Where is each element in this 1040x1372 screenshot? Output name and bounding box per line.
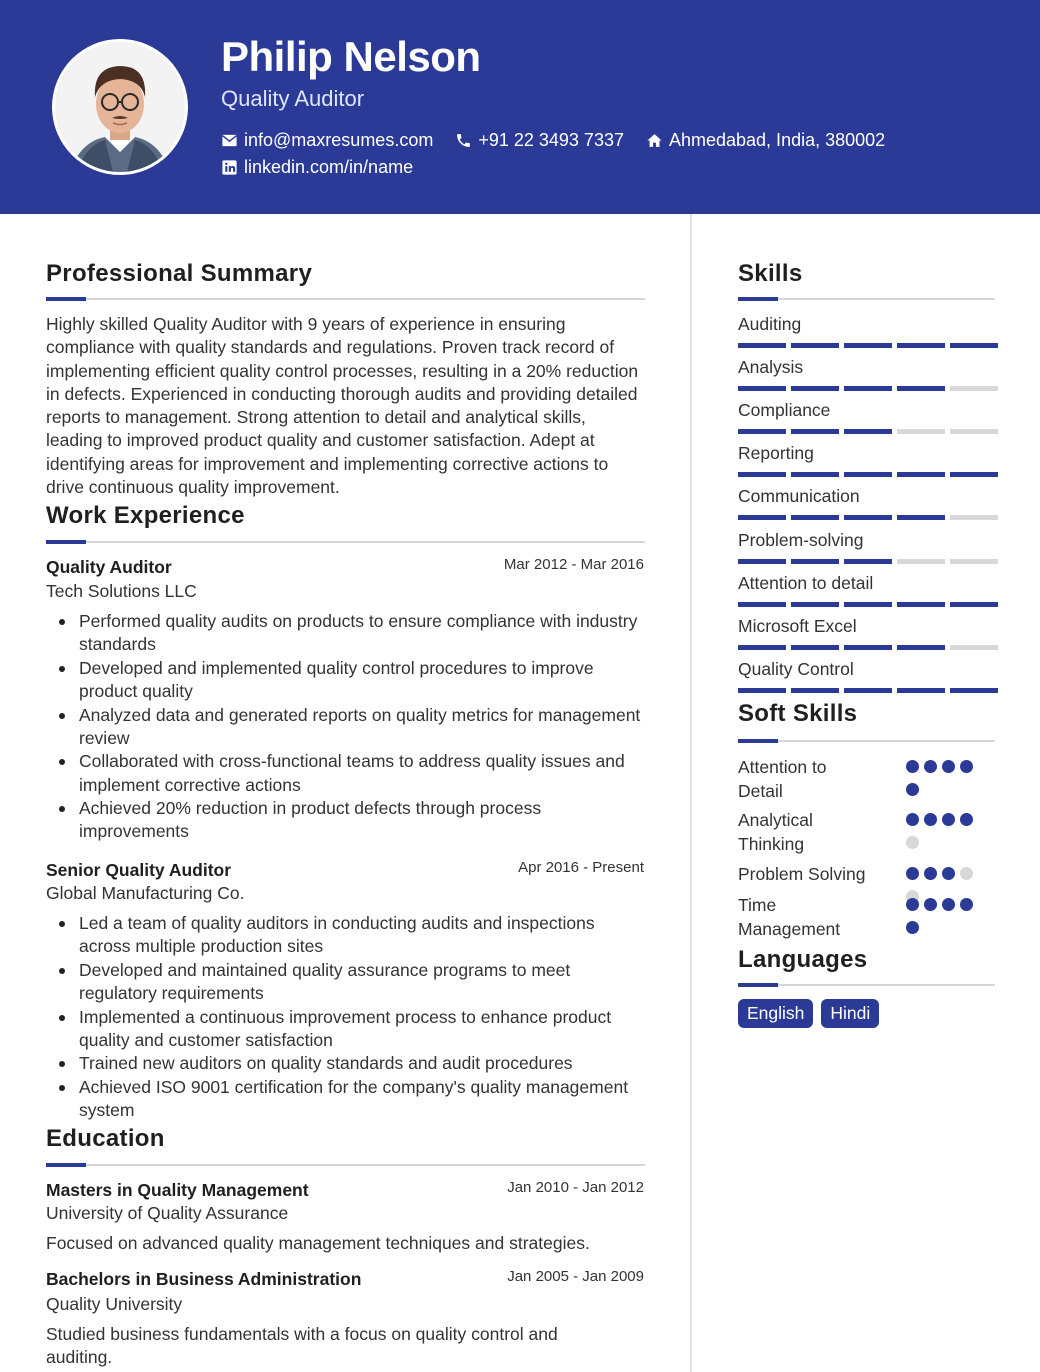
experience-rule [46,541,645,543]
rating-dot [960,760,973,773]
rating-dot [942,813,955,826]
skill-level-segment [791,645,839,650]
resume-header [0,0,1040,214]
skill-level-segment [844,602,892,607]
skills-rule [738,298,995,300]
job-company: Global Manufacturing Co. [46,883,245,903]
list-item: Led a team of quality auditors in conducting audits and inspections across multiple production sites [46,912,646,959]
phone-text: +91 22 3493 7337 [478,129,624,150]
skill-level-segment [844,515,892,520]
profile-photo [52,39,188,175]
degree-dates: Jan 2005 - Jan 2009 [507,1268,644,1285]
degree-title: Masters in Quality Management [46,1180,309,1200]
degree-description: Focused on advanced quality management techniques and strategies. [46,1233,590,1253]
degree-dates: Jan 2010 - Jan 2012 [507,1179,644,1196]
skill-level-segment [897,602,945,607]
job-bullets [46,610,646,844]
rating-dot [924,867,937,880]
rating-dot [906,921,919,934]
location-text: Ahmedabad, India, 380002 [668,129,886,150]
skill-name: Attention to detail [738,572,874,593]
skills-heading: Skills [738,260,803,287]
skill-level-segment [791,343,839,348]
location-contact [646,130,885,151]
soft-skill-name: Attention to Detail [738,757,827,801]
job-bullets [46,912,646,1123]
skill-level-segment [897,559,945,564]
skill-level-bar [738,429,998,434]
skill-level-segment [950,472,998,477]
home-icon [646,132,663,149]
skill-level-segment [897,429,945,434]
rating-dot [906,813,919,826]
soft-skill-rating [906,898,981,934]
list-item: Developed and maintained quality assurance programs to meet regulatory requirements [46,959,646,1006]
job-dates: Apr 2016 - Present [518,859,644,876]
soft-skill-rating [906,760,981,796]
skill-level-segment [897,472,945,477]
language-badge: English [738,999,813,1028]
soft-skills-rule [738,740,995,742]
languages-heading: Languages [738,946,868,973]
soft-skill-rating [906,813,981,849]
skill-name: Analysis [738,357,804,378]
avatar [55,42,185,172]
candidate-name: Philip Nelson [221,33,481,80]
skill-level-bar [738,472,998,477]
skill-level-segment [950,429,998,434]
skill-level-bar [738,688,998,693]
rating-dot [906,760,919,773]
rating-dot [924,898,937,911]
rating-dot [960,898,973,911]
skill-level-segment [897,688,945,693]
skill-level-segment [897,515,945,520]
skill-level-bar [738,515,998,520]
skill-level-segment [950,688,998,693]
soft-skill-name: Time Management [738,895,841,939]
skill-level-segment [738,343,786,348]
skill-level-segment [844,386,892,391]
rating-dot [906,898,919,911]
list-item: Collaborated with cross-functional teams to address quality issues and implement corrective actions [46,750,646,797]
skill-level-segment [738,386,786,391]
degree-description: Studied business fundamentals with a focus on quality control and auditing. [46,1324,558,1368]
skill-level-segment [844,472,892,477]
phone-icon [455,132,472,149]
job-company: Tech Solutions LLC [46,581,197,601]
summary-text: Highly skilled Quality Auditor with 9 years of experience in ensuring compliance with quality standards and regulations. Proven track record of implementing efficient quality control processes, resulting in a 20% reduction in defects. Experienced in conducting thorough audits and providing detailed reports to management. Strong attention to detail and analytical skills, leading to improved product quality and customer satisfaction. Adept at identifying areas for improvement and implementing corrective actions to drive continuous quality improvement. [46,314,639,498]
email-contact[interactable] [221,130,433,151]
skill-name: Problem-solving [738,529,864,550]
soft-skill-name: Problem Solving [738,864,866,884]
skill-level-bar [738,386,998,391]
skill-level-segment [950,386,998,391]
degree-title: Bachelors in Business Administration [46,1269,362,1289]
rating-dot [942,867,955,880]
skill-name: Compliance [738,400,831,421]
languages-list [738,999,879,1028]
skill-level-segment [844,645,892,650]
soft-skill-name: Analytical Thinking [738,810,813,854]
school-name: Quality University [46,1294,183,1314]
skill-level-segment [791,429,839,434]
skill-level-segment [844,429,892,434]
rating-dot [960,813,973,826]
list-item: Developed and implemented quality control procedures to improve product quality [46,657,646,704]
candidate-title: Quality Auditor [221,86,365,111]
skill-name: Auditing [738,314,802,334]
skill-level-segment [950,515,998,520]
skill-level-segment [791,602,839,607]
rating-dot [906,836,919,849]
skill-level-segment [738,602,786,607]
skill-level-segment [791,515,839,520]
contact-row [221,128,907,152]
skill-level-bar [738,559,998,564]
rating-dot [960,867,973,880]
skill-level-bar [738,602,998,607]
rating-dot [942,760,955,773]
job-dates: Mar 2012 - Mar 2016 [503,556,644,573]
email-text: info@maxresumes.com [244,129,434,150]
linkedin-text: linkedin.com/in/name [244,156,414,177]
skill-name: Reporting [738,443,814,464]
summary-heading: Professional Summary [46,260,313,287]
job-title: Quality Auditor [46,557,172,577]
skill-level-segment [844,559,892,564]
list-item: Trained new auditors on quality standards and audit procedures [46,1052,646,1075]
rating-dot [906,783,919,796]
skill-level-segment [897,386,945,391]
summary-rule [46,298,645,300]
list-item: Implemented a continuous improvement process to enhance product quality and customer satisfaction [46,1006,646,1053]
phone-contact[interactable] [455,130,624,151]
skill-name: Quality Control [738,658,854,679]
envelope-icon [221,132,238,149]
school-name: University of Quality Assurance [46,1203,289,1223]
skill-level-segment [897,645,945,650]
skill-level-segment [950,559,998,564]
skill-name: Communication [738,486,860,507]
linkedin-contact[interactable] [221,157,413,178]
skill-level-segment [844,688,892,693]
skill-level-segment [791,386,839,391]
skill-level-segment [791,559,839,564]
linkedin-icon [221,159,238,176]
skill-level-segment [950,343,998,348]
list-item: Achieved ISO 9001 certification for the company's quality management system [46,1076,646,1123]
contact-row-2 [221,155,435,179]
skill-level-segment [738,688,786,693]
skill-level-segment [791,472,839,477]
rating-dot [924,813,937,826]
education-rule [46,1164,645,1166]
language-badge: Hindi [821,999,879,1028]
experience-heading: Work Experience [46,502,245,529]
skill-level-segment [738,515,786,520]
job-title: Senior Quality Auditor [46,860,232,880]
rating-dot [906,867,919,880]
skill-level-segment [844,343,892,348]
skill-level-segment [950,645,998,650]
list-item: Analyzed data and generated reports on quality metrics for management review [46,704,646,751]
skill-level-bar [738,645,998,650]
rating-dot [924,760,937,773]
soft-skills-heading: Soft Skills [738,700,858,727]
skill-level-segment [738,645,786,650]
skill-level-segment [738,559,786,564]
column-divider [690,214,692,1372]
languages-rule [738,984,995,986]
skill-level-segment [738,472,786,477]
skill-level-segment [950,602,998,607]
education-heading: Education [46,1125,165,1152]
rating-dot [942,898,955,911]
skill-name: Microsoft Excel [738,615,857,636]
skill-level-segment [791,688,839,693]
skill-level-segment [897,343,945,348]
list-item: Achieved 20% reduction in product defects through process improvements [46,797,646,844]
skill-level-segment [738,429,786,434]
skill-level-bar [738,343,998,348]
list-item: Performed quality audits on products to ensure compliance with industry standards [46,610,646,657]
